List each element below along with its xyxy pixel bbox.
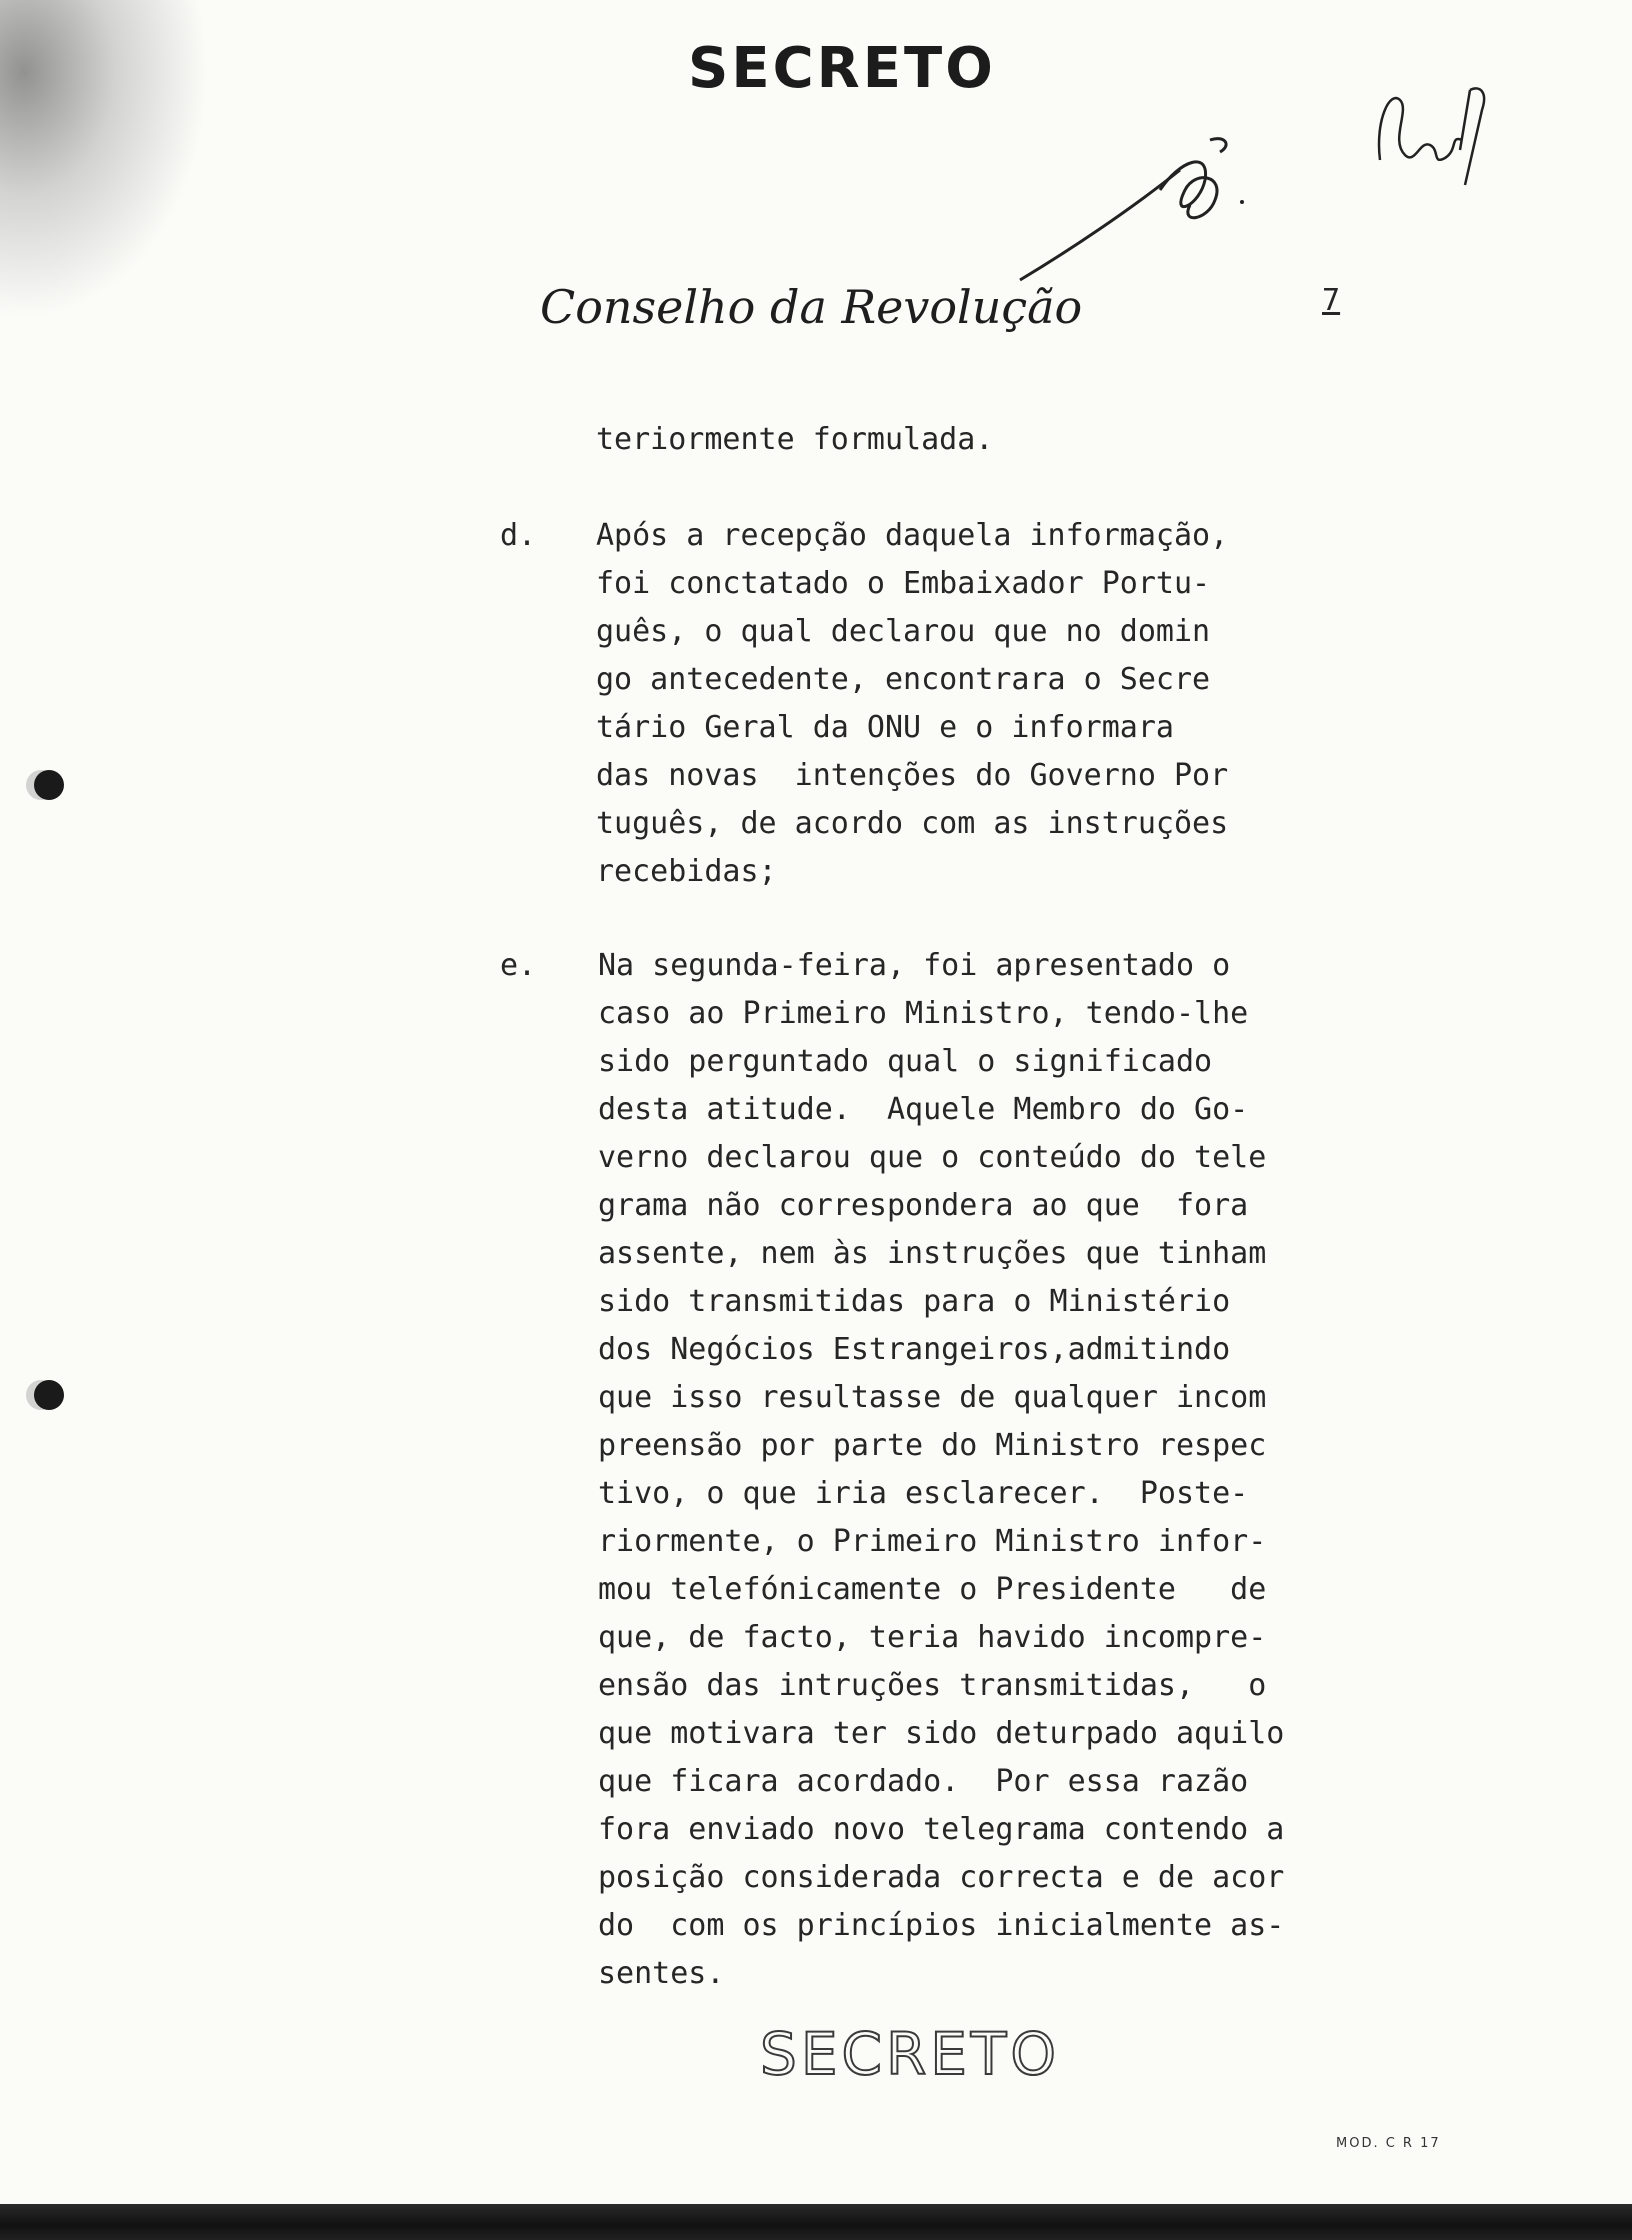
item-e-line: mou telefónicamente o Presidente de — [598, 1572, 1267, 1607]
item-d-line: tário Geral da ONU e o informara — [596, 710, 1174, 745]
item-e-line: assente, nem às instruções que tinham — [598, 1236, 1267, 1271]
letterhead: Conselho da Revolução — [540, 280, 1083, 334]
item-d-line: tuguês, de acordo com as instruções — [596, 806, 1229, 841]
page-number: 7 — [1322, 283, 1341, 318]
item-e-line: dos Negócios Estrangeiros,admitindo — [598, 1332, 1231, 1367]
item-e-line: preensão por parte do Ministro respec — [598, 1428, 1267, 1463]
item-e-line: verno declarou que o conteúdo do tele — [598, 1140, 1267, 1175]
item-e-line: riormente, o Primeiro Ministro infor- — [598, 1524, 1267, 1559]
item-e-line: que isso resultasse de qualquer incom — [598, 1380, 1267, 1415]
form-code: MOD. C R 17 — [1336, 2136, 1441, 2151]
item-e-line: sentes. — [598, 1956, 725, 1991]
item-e-line: desta atitude. Aquele Membro do Go- — [598, 1092, 1249, 1127]
continuation-line: teriormente formulada. — [596, 422, 994, 457]
item-e-line: Na segunda-feira, foi apresentado o — [598, 948, 1231, 983]
punch-hole — [34, 770, 64, 800]
item-e-line: do com os princípios inicialmente as- — [598, 1908, 1285, 1943]
item-e-line: que ficara acordado. Por essa razão — [598, 1764, 1249, 1799]
item-e-line: ensão das intruções transmitidas, o — [598, 1668, 1267, 1703]
item-e-line: que, de facto, teria havido incompre- — [598, 1620, 1267, 1655]
item-e-line: que motivara ter sido deturpado aquilo — [598, 1716, 1285, 1751]
classification-stamp-top: SECRETO — [688, 36, 996, 101]
item-e-line: tivo, o que iria esclarecer. Poste- — [598, 1476, 1249, 1511]
item-e-line: grama não correspondera ao que fora — [598, 1188, 1249, 1223]
item-e-line: sido transmitidas para o Ministério — [598, 1284, 1231, 1319]
item-e-line: posição considerada correcta e de acor — [598, 1860, 1285, 1895]
scan-smudge — [0, 0, 240, 360]
item-letter-d: d. — [500, 518, 537, 553]
rubric-signature — [1370, 80, 1500, 190]
item-e-line: sido perguntado qual o significado — [598, 1044, 1213, 1079]
item-d-line: Após a recepção daquela informação, — [596, 518, 1229, 553]
classification-stamp-bottom: SECRETO — [760, 2020, 1060, 2088]
item-d-line: foi conctatado o Embaixador Portu- — [596, 566, 1211, 601]
item-e-line: fora enviado novo telegrama contendo a — [598, 1812, 1285, 1847]
item-d-line: recebidas; — [596, 854, 777, 889]
item-d-line: das novas intenções do Governo Por — [596, 758, 1229, 793]
punch-hole — [34, 1380, 64, 1410]
initials-signature — [1010, 130, 1250, 290]
item-d-line: guês, o qual declarou que no domin — [596, 614, 1211, 649]
item-e-line: caso ao Primeiro Ministro, tendo-lhe — [598, 996, 1249, 1031]
item-letter-e: e. — [500, 948, 537, 983]
scan-edge-bar — [0, 2204, 1632, 2240]
item-d-line: go antecedente, encontrara o Secre — [596, 662, 1211, 697]
